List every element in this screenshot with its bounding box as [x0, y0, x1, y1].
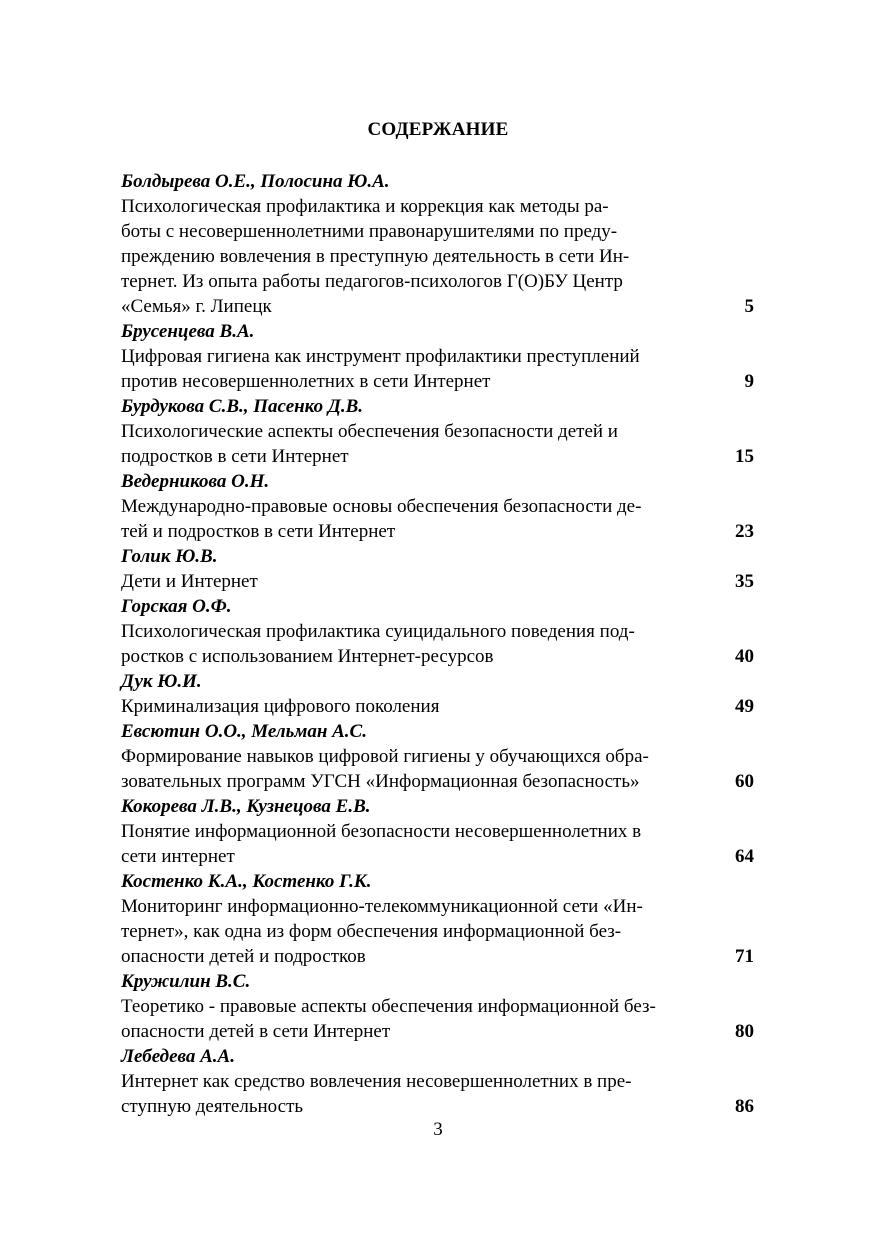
toc-entry-title-line: Международно-правовые основы обеспечения безопасности де- — [121, 496, 642, 517]
toc-entry-title-line: преждению вовлечения в преступную деятельность в сети Ин- — [121, 246, 630, 267]
toc-entry-title-line: Психологическая профилактика суицидального поведения под- — [121, 621, 635, 642]
toc-entry-title-line: Формирование навыков цифровой гигиены у обучающихся обра- — [121, 746, 649, 767]
toc-entry-title-line: против несовершеннолетних в сети Интернет — [121, 371, 491, 392]
toc-entry-title-line: тей и подростков в сети Интернет — [121, 521, 396, 542]
toc-entry — [121, 969, 754, 1044]
toc-entry-body — [121, 194, 754, 319]
toc-entry-body — [121, 419, 754, 469]
toc-entry — [121, 544, 754, 594]
toc-entry-page-number: 5 — [744, 296, 754, 317]
toc-entry-body — [121, 569, 754, 594]
toc-entry-page-number: 9 — [744, 371, 754, 392]
toc-entry-title-line: тернет», как одна из форм обеспечения информационной без- — [121, 921, 622, 942]
toc-entry-title-line: Мониторинг информационно-телекоммуникационной сети «Ин- — [121, 896, 643, 917]
toc-entry-title-line: Цифровая гигиена как инструмент профилактики преступлений — [121, 346, 640, 367]
toc-entry-title-line: Дети и Интернет — [121, 571, 258, 592]
toc-entry-title-line: зовательных программ УГСН «Информационная безопасность» — [121, 771, 640, 792]
toc-entry-title-line: Теоретико - правовые аспекты обеспечения информационной без- — [121, 996, 656, 1017]
toc-heading: СОДЕРЖАНИЕ — [367, 119, 509, 140]
toc-entry-authors: Лебедева А.А. — [121, 1046, 235, 1067]
toc-entry-body — [121, 494, 754, 544]
toc-entry — [121, 794, 754, 869]
toc-entry-title-line: подростков в сети Интернет — [121, 446, 349, 467]
table-of-contents — [121, 169, 754, 1119]
toc-entry-body — [121, 819, 754, 869]
toc-entry-body — [121, 994, 754, 1044]
toc-entry-title-line: «Семья» г. Липецк — [121, 296, 272, 317]
toc-entry-authors: Кружилин В.С. — [121, 971, 251, 992]
toc-entry-title-line: Криминализация цифрового поколения — [121, 696, 440, 717]
toc-entry-authors: Костенко К.А., Костенко Г.К. — [121, 871, 372, 892]
toc-entry-page-number: 86 — [735, 1096, 754, 1117]
page-number: 3 — [433, 1119, 443, 1140]
toc-entry-title-line: сети интернет — [121, 846, 235, 867]
toc-entry-body — [121, 694, 754, 719]
toc-entry — [121, 394, 754, 469]
toc-entry-page-number: 35 — [735, 571, 754, 592]
toc-entry-title-line: тернет. Из опыта работы педагогов-психологов Г(О)БУ Центр — [121, 271, 623, 292]
toc-entry — [121, 719, 754, 794]
toc-entry-authors: Голик Ю.В. — [121, 546, 218, 567]
toc-entry-title-line: Психологические аспекты обеспечения безопасности детей и — [121, 421, 618, 442]
toc-entry-page-number: 64 — [735, 846, 754, 867]
toc-entry-title-line: Понятие информационной безопасности несовершеннолетних в — [121, 821, 642, 842]
toc-entry-title-line: боты с несовершеннолетними правонарушителями по преду- — [121, 221, 618, 242]
toc-entry-title-line: ступную деятельность — [121, 1096, 304, 1117]
toc-entry-body — [121, 894, 754, 969]
toc-entry — [121, 319, 754, 394]
toc-entry — [121, 869, 754, 969]
toc-entry — [121, 469, 754, 544]
toc-entry-title-line: опасности детей и подростков — [121, 946, 366, 967]
toc-entry-authors: Кокорева Л.В., Кузнецова Е.В. — [121, 796, 371, 817]
toc-entry-title-line: опасности детей в сети Интернет — [121, 1021, 391, 1042]
toc-entry-title-line: ростков с использованием Интернет-ресурсов — [121, 646, 494, 667]
toc-entry-page-number: 40 — [735, 646, 754, 667]
toc-entry-body — [121, 1069, 754, 1119]
toc-entry-page-number: 60 — [735, 771, 754, 792]
toc-entry-authors: Дук Ю.И. — [121, 671, 202, 692]
toc-entry-authors: Бурдукова С.В., Пасенко Д.В. — [121, 396, 363, 417]
toc-entry-title-line: Интернет как средство вовлечения несовершеннолетних в пре- — [121, 1071, 632, 1092]
toc-entry-page-number: 80 — [735, 1021, 754, 1042]
toc-entry-body — [121, 619, 754, 669]
toc-entry-authors: Болдырева О.Е., Полосина Ю.А. — [121, 171, 390, 192]
toc-entry — [121, 669, 754, 719]
toc-entry-authors: Ведерникова О.Н. — [121, 471, 270, 492]
toc-entry — [121, 1044, 754, 1119]
toc-entry-body — [121, 344, 754, 394]
toc-entry-authors: Евсютин О.О., Мельман А.С. — [121, 721, 367, 742]
toc-entry — [121, 594, 754, 669]
toc-entry — [121, 169, 754, 319]
toc-entry-title-line: Психологическая профилактика и коррекция как методы ра- — [121, 196, 609, 217]
toc-entry-page-number: 23 — [735, 521, 754, 542]
toc-entry-page-number: 49 — [735, 696, 754, 717]
toc-entry-body — [121, 744, 754, 794]
toc-entry-authors: Брусенцева В.А. — [121, 321, 255, 342]
toc-entry-authors: Горская О.Ф. — [121, 596, 232, 617]
toc-entry-page-number: 15 — [735, 446, 754, 467]
toc-entry-page-number: 71 — [735, 946, 754, 967]
